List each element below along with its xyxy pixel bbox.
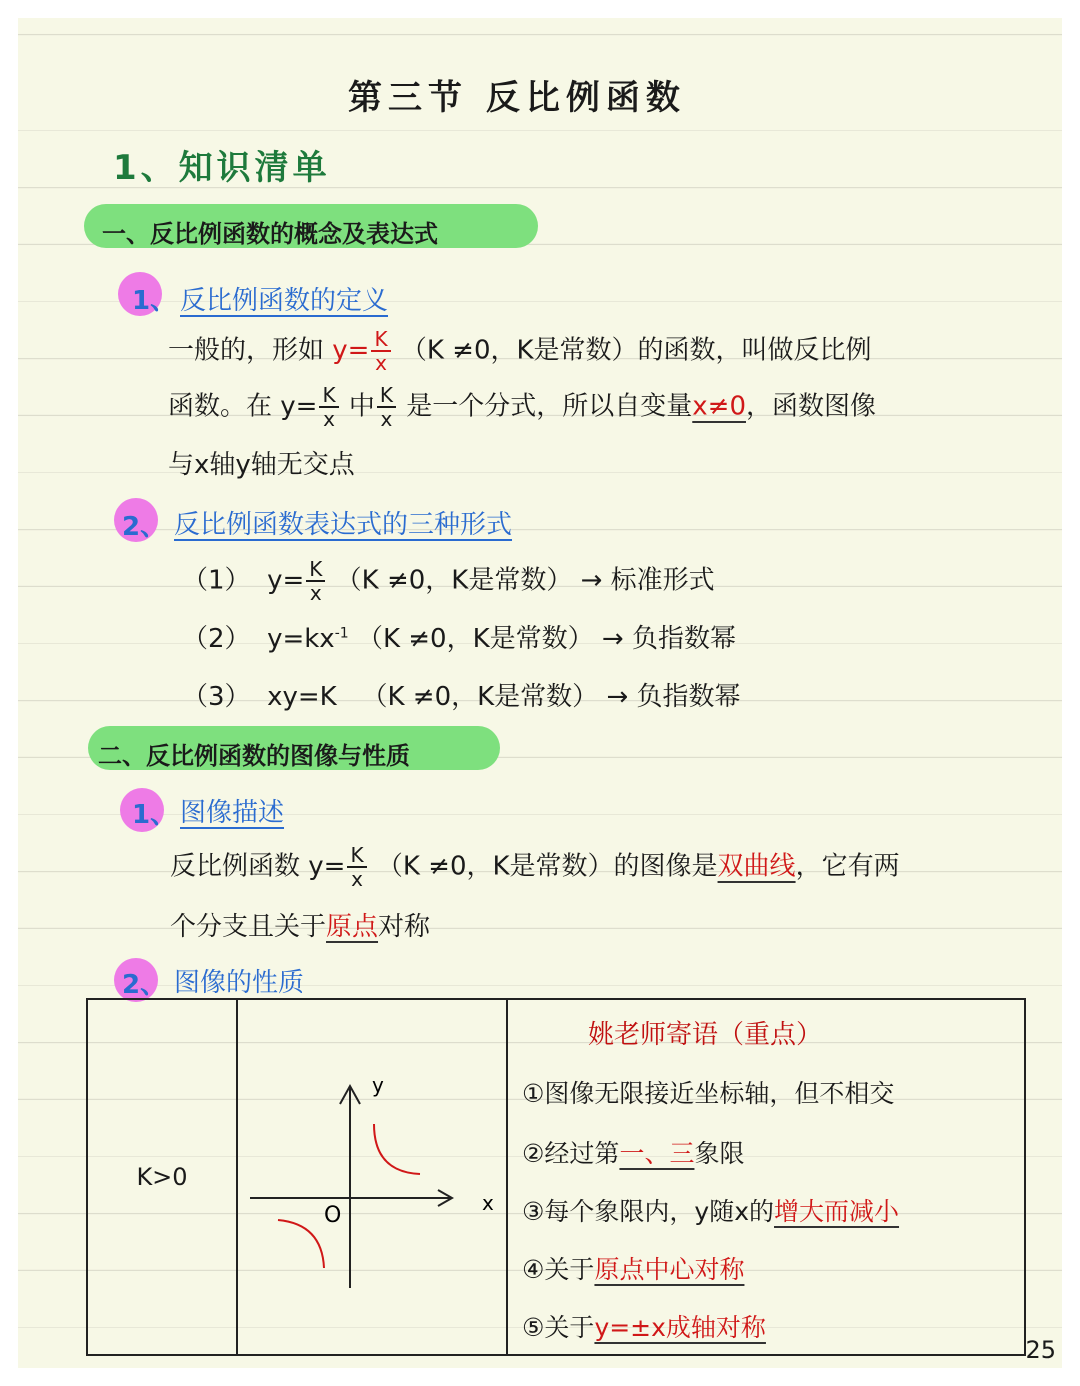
condition-cell xyxy=(87,999,237,1355)
tips-cell xyxy=(507,999,1025,1355)
subsection-title: 图像的性质 xyxy=(174,968,305,998)
branch-quadrant-1 xyxy=(374,1124,420,1174)
definition-line-3: 与x轴y轴无交点 xyxy=(168,450,355,480)
subsection-title: 图像描述 xyxy=(180,798,285,828)
page-title: 第三节 反比例函数 xyxy=(348,78,686,118)
page-number: 25 xyxy=(1025,1336,1056,1364)
tip-5: ⑤关于y=±x成轴对称 xyxy=(522,1313,766,1342)
subsection-number: 2、 xyxy=(122,970,167,1000)
subsection-number: 2、 xyxy=(122,512,167,542)
form-3: （3） xy=K （K ≠0，K是常数） → 负指数幂 xyxy=(182,682,741,712)
form-1: （1） y= $\frac{K}{x}$ （K ≠0，K是常数） → 标准形式 xyxy=(182,557,715,605)
tip-4: ④关于原点中心对称 xyxy=(522,1255,745,1284)
branch-quadrant-3 xyxy=(278,1220,324,1268)
topic-heading-1: 一、反比例函数的概念及表达式 xyxy=(102,220,438,248)
tips-title: 姚老师寄语（重点） xyxy=(588,1020,823,1050)
property-table xyxy=(86,998,1026,1356)
tip-2: ②经过第一、三象限 xyxy=(522,1139,745,1168)
y-axis-label: y xyxy=(372,1073,384,1097)
description-line-2: 个分支且关于原点对称 xyxy=(170,912,431,942)
tip-1: ①图像无限接近坐标轴，但不相交 xyxy=(522,1079,895,1108)
definition-line-2: 函数。在 y= $\frac{K}{x}$ 中 $\frac{K}{x}$ 是一个分式，所以自变量x≠0，函数图像 xyxy=(168,383,876,431)
section-heading: 1、知识清单 xyxy=(113,148,331,188)
graph-cell xyxy=(237,999,507,1355)
x-axis-label: x xyxy=(482,1191,494,1215)
tip-3: ③每个象限内，y随x的增大而减小 xyxy=(522,1197,900,1226)
hyperbola-graph xyxy=(238,1000,506,1354)
form-2: （2） $y=kx^{-1}$ （K ≠0，K是常数） → 负指数幂 xyxy=(182,624,736,654)
origin-label: O xyxy=(324,1203,342,1228)
definition-line-1: 一般的，形如 y= $\frac{K}{x}$ （K ≠0，K是常数）的函数，叫做反比例 xyxy=(168,327,872,375)
subsection-number: 1、 xyxy=(132,800,177,830)
subsection-title: 反比例函数的定义 xyxy=(180,286,389,316)
subsection-number: 1、 xyxy=(132,286,177,316)
description-line-1: 反比例函数 y= $\frac{K}{x}$ （K ≠0，K是常数）的图像是双曲线，它有两 xyxy=(170,843,900,891)
condition-label: K>0 xyxy=(136,1163,188,1191)
subsection-title: 反比例函数表达式的三种形式 xyxy=(174,510,513,540)
topic-heading-2: 二、反比例函数的图像与性质 xyxy=(98,742,410,770)
